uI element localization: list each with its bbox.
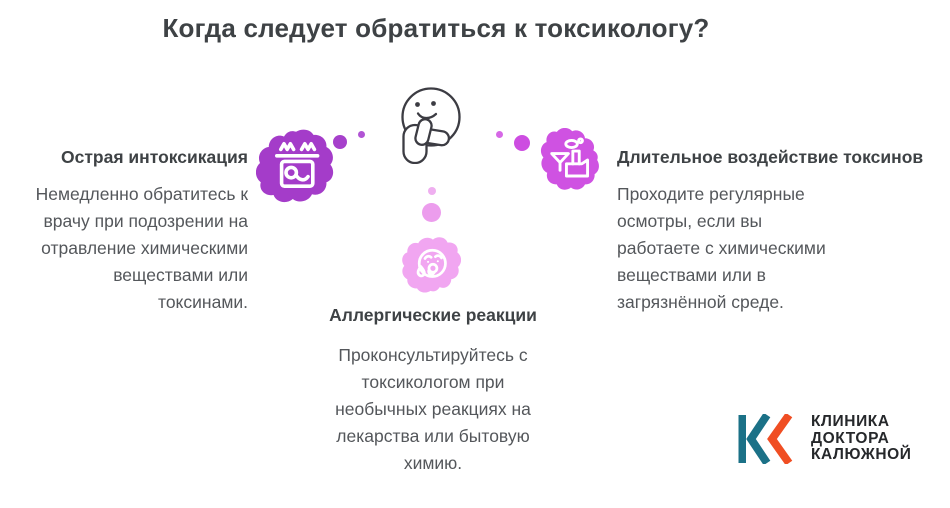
section-acute-intoxication	[8, 147, 248, 316]
clinic-logo-name	[811, 414, 912, 464]
connector-dot	[422, 203, 441, 222]
logo-line: КЛИНИКА	[811, 413, 890, 431]
connector-dot	[514, 135, 530, 151]
connector-dot	[428, 187, 436, 195]
kk-logo-mark	[737, 414, 793, 464]
acute-intoxication-blob	[256, 126, 336, 208]
clinic-logo	[737, 414, 912, 464]
face-mouth	[418, 114, 436, 119]
face-eye-left	[415, 102, 420, 107]
body-line: осмотры, если вы	[617, 211, 763, 231]
section-heading: Острая интоксикация	[60, 147, 248, 167]
body-line: загрязнённой среде.	[617, 292, 784, 312]
connector-dot	[496, 131, 503, 138]
toxin-exposure-blob	[536, 128, 602, 192]
section-body	[8, 181, 248, 316]
allergic-reaction-blob	[400, 231, 461, 297]
body-line: Проконсультируйтесь с	[338, 345, 528, 365]
body-line: веществами или	[113, 265, 248, 285]
factory-pollution-icon	[536, 128, 602, 192]
logo-line: КАЛЮЖНОЙ	[811, 446, 912, 464]
sick-face-icon	[400, 231, 461, 297]
body-line: отравление химическими	[41, 238, 248, 258]
connector-dot	[358, 131, 365, 138]
section-heading: Аллергические реакции	[329, 305, 537, 325]
body-line: Проходите регулярные	[617, 184, 805, 204]
body-line: врачу при подозрении на	[43, 211, 248, 231]
page-title: Когда следует обратиться к токсикологу?	[162, 13, 710, 43]
body-line: Немедленно обратитесь к	[35, 184, 248, 204]
body-line: лекарства или бытовую	[336, 426, 530, 446]
body-line: токсикологом при	[361, 372, 505, 392]
body-line: необычных реакциях на	[335, 399, 531, 419]
section-body	[283, 342, 583, 477]
section-body	[617, 181, 950, 316]
thinking-face-icon	[396, 84, 472, 164]
section-toxin-exposure	[617, 147, 950, 316]
body-line: токсинами.	[158, 292, 248, 312]
thinking-hand	[404, 118, 450, 163]
body-line: химию.	[403, 453, 463, 473]
face-eye-right	[431, 101, 436, 106]
fuming-box-icon	[256, 126, 336, 208]
body-line: работаете с химическими	[617, 238, 826, 258]
body-line: веществами или в	[617, 265, 766, 285]
section-allergic-reactions	[283, 305, 583, 477]
logo-line: ДОКТОРА	[811, 429, 890, 447]
section-heading: Длительное воздействие токсинов	[617, 147, 924, 167]
